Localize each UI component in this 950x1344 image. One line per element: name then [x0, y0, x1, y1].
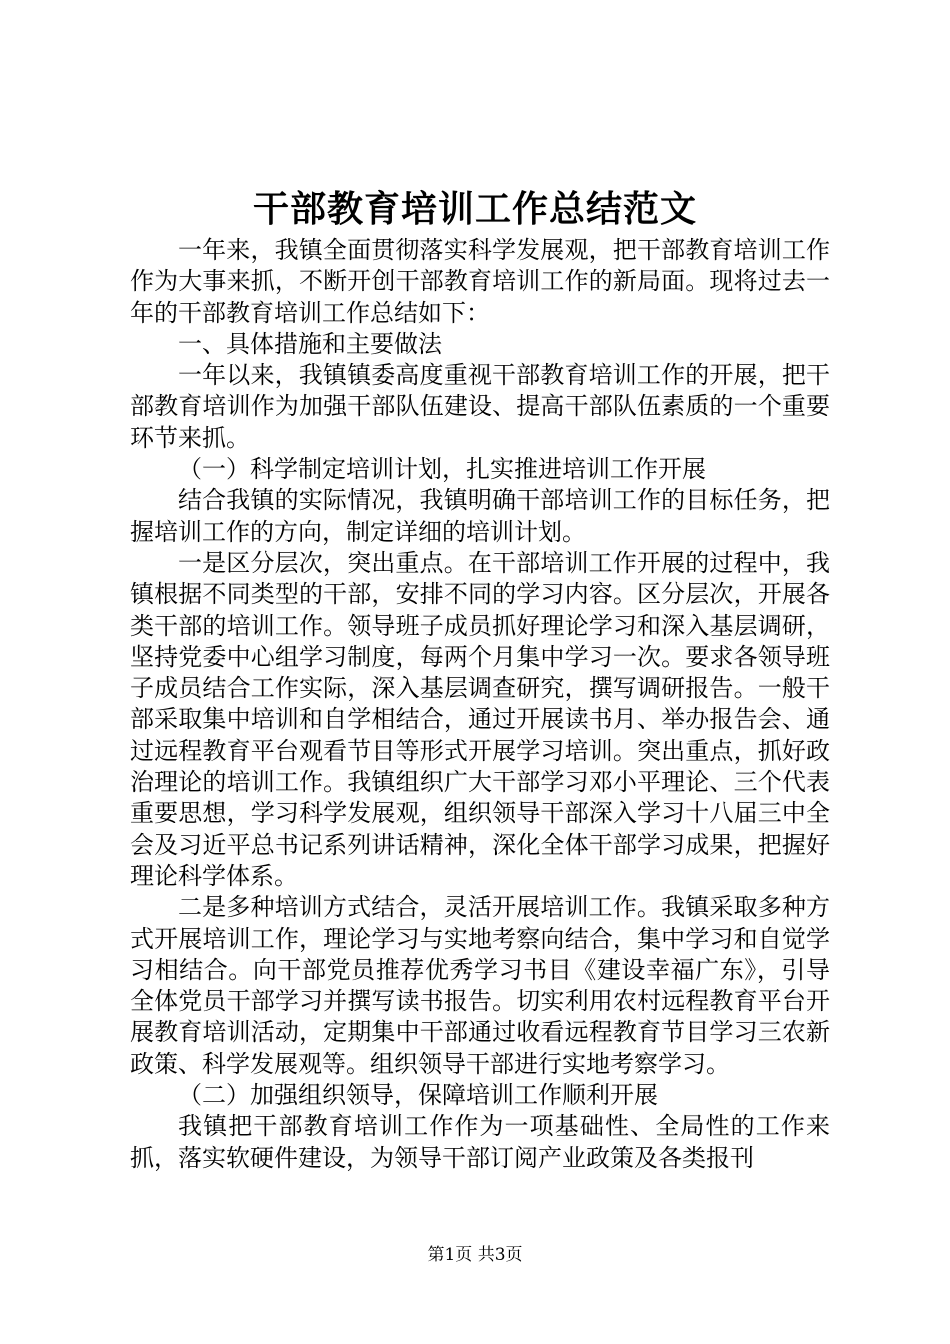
document-body	[130, 235, 830, 1174]
paragraph: 一是区分层次，突出重点。在干部培训工作开展的过程中，我镇根据不同类型的干部，安排不同的学习内容。区分层次，开展各类干部的培训工作。领导班子成员抓好理论学习和深入基层调研，坚持党委中心组学习制度，每两个月集中学习一次。要求各领导班子成员结合工作实际，深入基层调查研究，撰写调研报告。一般干部采取集中培训和自学相结合，通过开展读书月、举办报告会、通过远程教育平台观看节目等形式开展学习培训。突出重点，抓好政治理论的培训工作。我镇组织广大干部学习邓小平理论、三个代表重要思想，学习科学发展观，组织领导干部深入学习十八届三中全会及习近平总书记系列讲话精神，深化全体干部学习成果，把握好理论科学体系。	[130, 548, 830, 890]
paragraph: 结合我镇的实际情况，我镇明确干部培训工作的目标任务，把握培训工作的方向，制定详细的培训计划。	[130, 486, 830, 546]
document-title: 干部教育培训工作总结范文	[252, 188, 697, 230]
page-footer: 第1页 共3页	[427, 1245, 523, 1265]
paragraph: 二是多种培训方式结合，灵活开展培训工作。我镇采取多种方式开展培训工作，理论学习与实地考察向结合，集中学习和自觉学习相结合。向干部党员推荐优秀学习书目《建设幸福广东》，引导全体党员干部学习并撰写读书报告。切实利用农村远程教育平台开展教育培训活动，定期集中干部通过收看远程教育节目学习三农新政策、科学发展观等。组织领导干部进行实地考察学习。	[130, 893, 830, 1078]
subsection-heading: （二）加强组织领导，保障培训工作顺利开展	[178, 1081, 658, 1110]
subsection-heading: （一）科学制定培训计划，扎实推进培训工作开展	[178, 455, 706, 484]
section-heading: 一、具体措施和主要做法	[178, 329, 442, 358]
paragraph: 一年以来，我镇镇委高度重视干部教育培训工作的开展，把干部教育培训作为加强干部队伍建设、提高干部队伍素质的一个重要环节来抓。	[130, 361, 830, 452]
paragraph: 我镇把干部教育培训工作作为一项基础性、全局性的工作来抓，落实软硬件建设，为领导干部订阅产业政策及各类报刊	[130, 1112, 830, 1172]
paragraph: 一年来，我镇全面贯彻落实科学发展观，把干部教育培训工作作为大事来抓，不断开创干部教育培训工作的新局面。现将过去一年的干部教育培训工作总结如下：	[130, 236, 830, 327]
